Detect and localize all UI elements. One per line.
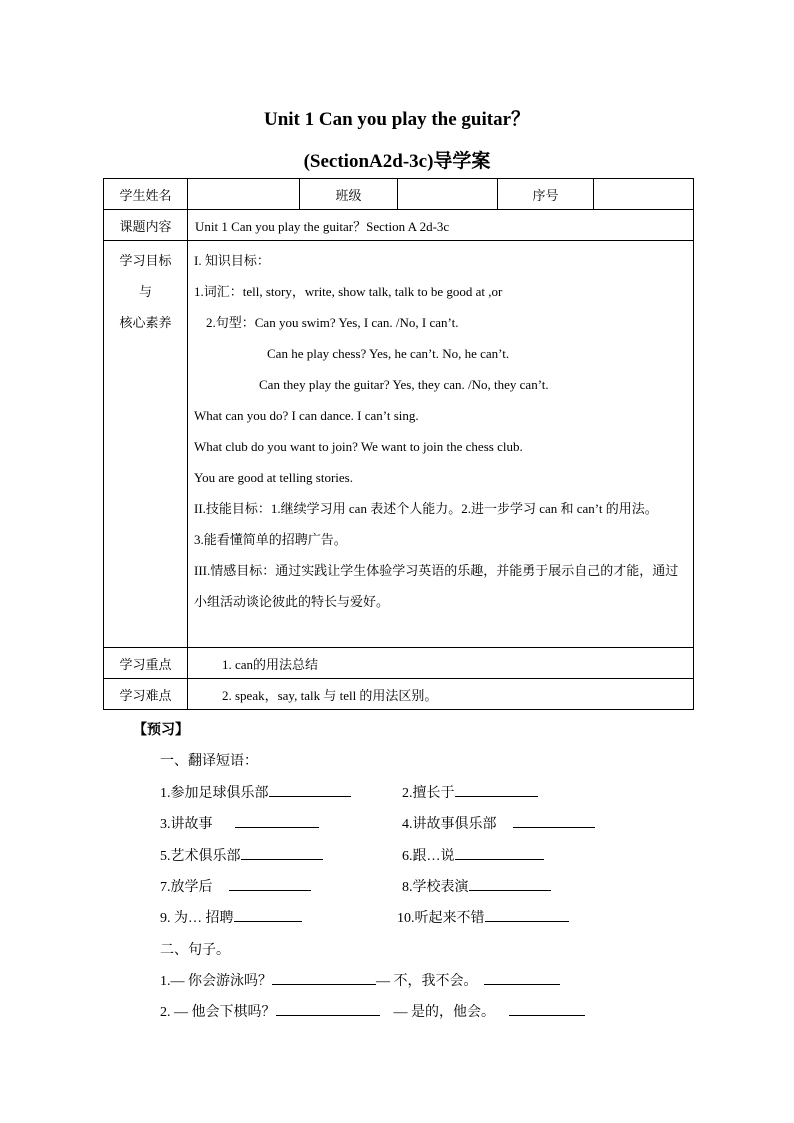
goal-line: 2.句型：Can you swim? Yes, I can. /No, I can’t. [206,315,459,330]
goals-label-cell [104,241,188,648]
answer-blank[interactable] [272,970,376,985]
phrase-item: 4.讲故事俱乐部 [402,813,595,833]
goal-line: You are good at telling stories. [194,470,353,485]
phrase-item: 1.参加足球俱乐部 [160,782,351,802]
difficulty-row [104,679,694,710]
answer-blank[interactable] [455,845,544,860]
answer-blank[interactable] [469,876,551,891]
phrase-item: 6.跟…说 [402,845,544,865]
student-name-label: 学生姓名 [104,179,188,210]
info-row [104,179,694,210]
answer-blank[interactable] [235,813,319,828]
phrase-item: 2.擅长于 [402,782,538,802]
sentence-item: 2. — 他会下棋吗？ — 是的，他会。 [160,1001,585,1021]
phrase-item: 8.学校表演 [402,876,551,896]
lesson-plan-table [103,178,694,710]
answer-blank[interactable] [229,876,311,891]
goal-line: What can you do? I can dance. I can’t sing. [194,408,419,423]
preview-heading: 【预习】 [133,723,189,738]
phrase-item: 9. 为… 招聘 [160,907,302,927]
answer-blank[interactable] [276,1001,380,1016]
answer-blank[interactable] [509,1001,585,1016]
goals-label-1: 学习目标 [119,253,172,268]
answer-blank[interactable] [241,845,323,860]
goals-label-2: 与 [138,284,152,299]
answer-blank[interactable] [513,813,595,828]
key-point-value: 1. can的用法总结 [188,648,694,679]
class-label: 班级 [300,179,398,210]
answer-blank[interactable] [484,970,560,985]
topic-row [104,210,694,241]
class-field[interactable] [398,179,498,210]
answer-blank[interactable] [234,907,302,922]
sentence-item: 1.— 你会游泳吗？ — 不，我不会。 [160,970,560,990]
goal-line: 3.能看懂简单的招聘广告。 [194,532,347,547]
phrase-item: 7.放学后 [160,876,311,896]
answer-blank[interactable] [455,782,538,797]
goal-line: Can he play chess? Yes, he can’t. No, he can’t. [267,346,510,361]
phrase-item: 3.讲故事 [160,813,319,833]
goal-line: I. 知识目标： [194,253,270,268]
part1-title: 一、翻译短语： [160,754,258,769]
number-label: 序号 [498,179,594,210]
topic-label: 课题内容 [104,210,188,241]
page-subtitle: (SectionA2d-3c)导学案 [303,151,491,172]
topic-value: Unit 1 Can you play the guitar？Section A 2d-3c [188,210,694,241]
phrase-item: 10.听起来不错 [397,907,569,927]
answer-blank[interactable] [269,782,351,797]
difficulty-label: 学习难点 [104,679,188,710]
difficulty-value: 2. speak，say, talk 与 tell 的用法区别。 [188,679,694,710]
key-point-row [104,648,694,679]
answer-blank[interactable] [485,907,569,922]
goal-line: Can they play the guitar? Yes, they can. /No, they can’t. [259,377,549,392]
number-field[interactable] [594,179,694,210]
goal-line: III.情感目标：通过实践让学生体验学习英语的乐趣，并能勇于展示自己的才能，通过小组活动谈论彼此的特长与爱好。 [194,563,679,609]
goal-line: II.技能目标：1.继续学习用 can 表述个人能力。2.进一步学习 can 和 can’t 的用法。 [194,501,658,516]
page-title: Unit 1 Can you play the guitar？ [263,109,531,130]
goals-content [188,241,694,648]
goal-line: 1.词汇：tell, story，write, show talk, talk to be good at ,or [194,284,503,299]
key-point-label: 学习重点 [104,648,188,679]
part2-title: 二、句子。 [160,943,230,958]
student-name-field[interactable] [188,179,300,210]
goals-label-3: 核心素养 [119,315,172,330]
goals-row [104,241,694,648]
goal-line: What club do you want to join? We want to join the chess club. [194,439,523,454]
phrase-item: 5.艺术俱乐部 [160,845,323,865]
